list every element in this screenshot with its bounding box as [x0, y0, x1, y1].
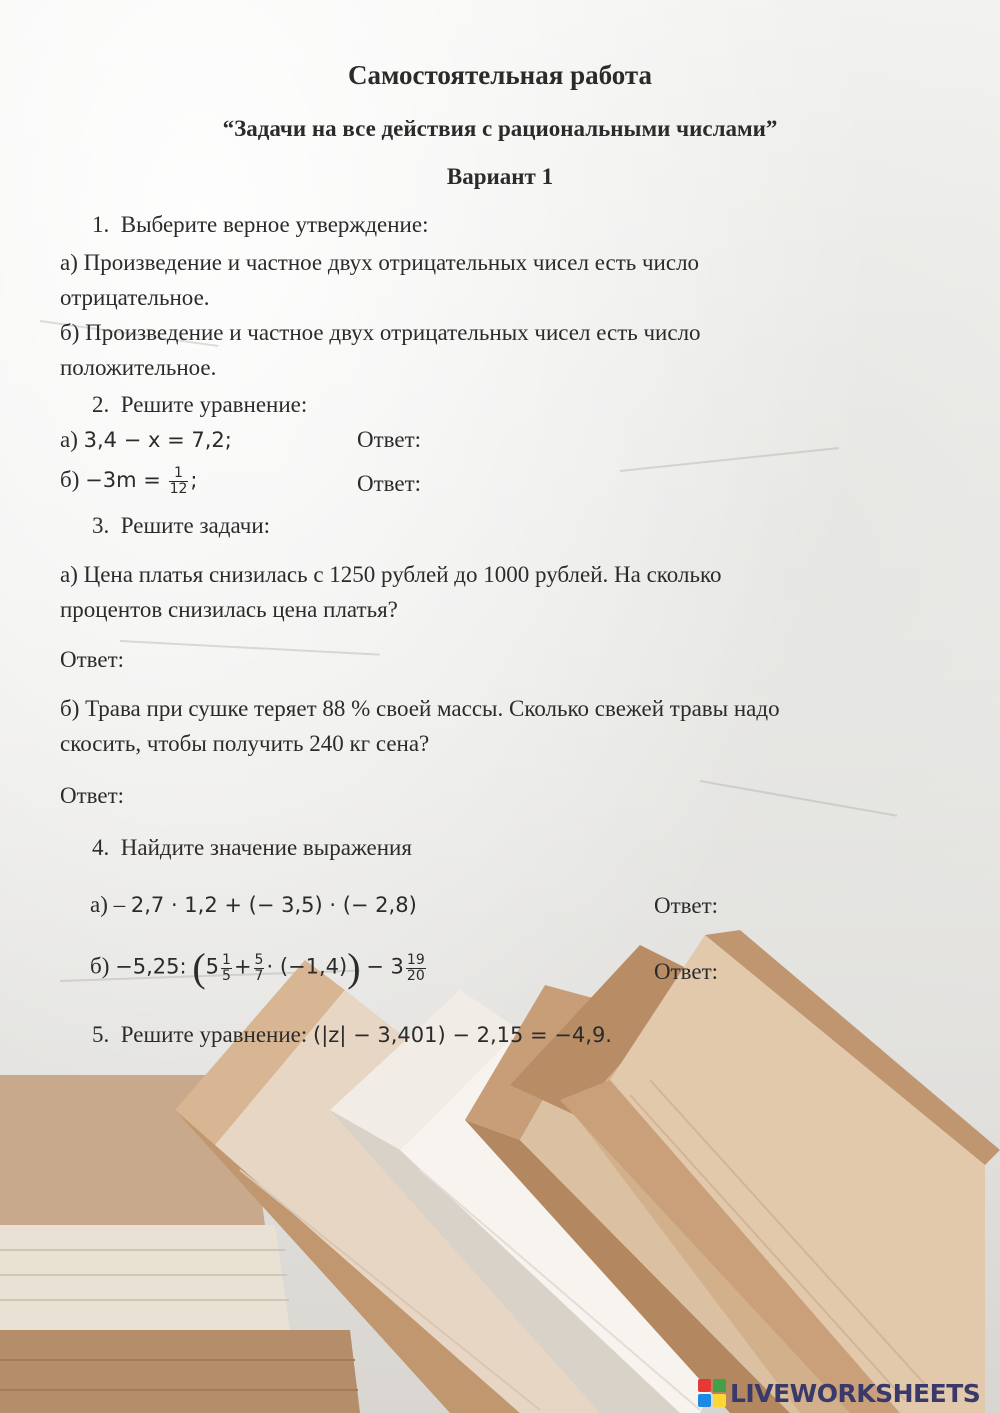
- item-prefix: а): [60, 427, 78, 452]
- open-paren: (: [192, 945, 206, 990]
- answer-label: Ответ:: [654, 959, 719, 984]
- equation-a: [60, 427, 232, 453]
- question-prompt: Найдите значение выражения: [120, 835, 412, 860]
- fraction-numerator: 19: [406, 951, 425, 968]
- logo-square-yellow: [713, 1394, 726, 1407]
- logo-icon: [698, 1379, 726, 1407]
- fraction: [254, 953, 265, 984]
- question-1: [92, 212, 428, 238]
- plus-sign: +: [233, 954, 252, 979]
- question-number: 4.: [92, 835, 110, 860]
- problem-b-line: б) Трава при сушке теряет 88 % своей массы. Сколько свежей травы надо: [60, 696, 780, 721]
- liveworksheets-logo: [698, 1378, 980, 1408]
- answer-label: Ответ:: [60, 783, 125, 808]
- fraction-numerator: 1: [169, 466, 189, 482]
- equation-text: 3,4 − x = 7,2;: [83, 428, 232, 452]
- fraction: [406, 953, 426, 984]
- equation-text: −3m =: [85, 467, 161, 492]
- expression-b: [90, 945, 428, 990]
- problem-a-line: процентов снизилась цена платья?: [60, 597, 398, 622]
- fraction-denominator: 5: [222, 967, 231, 984]
- question-number: 5.: [92, 1022, 110, 1047]
- answer-label: Ответ:: [654, 893, 719, 918]
- question-4: [92, 835, 412, 861]
- question-number: 3.: [92, 513, 110, 538]
- minus-term: − 3: [366, 954, 404, 979]
- logo-square-green: [713, 1379, 726, 1392]
- option-a-line: а) Произведение и частное двух отрицательных чисел есть число: [60, 250, 700, 275]
- option-a-line: отрицательное.: [60, 285, 210, 310]
- question-3: [92, 513, 270, 539]
- fraction-denominator: 12: [169, 481, 188, 497]
- logo-square-red: [698, 1379, 711, 1392]
- page-title: Самостоятельная работа: [347, 60, 652, 90]
- worksheet-subtitle: “Задачи на все действия с рациональными числами”: [222, 116, 778, 141]
- item-prefix: б): [90, 953, 110, 979]
- fraction-denominator: 7: [254, 967, 264, 984]
- question-number: 2.: [92, 392, 110, 417]
- expression-a: [90, 892, 417, 918]
- answer-label: Ответ:: [357, 427, 422, 452]
- fraction-numerator: 1: [222, 951, 231, 968]
- answer-label: Ответ:: [357, 471, 422, 496]
- question-prompt: Решите уравнение:: [120, 1022, 308, 1047]
- question-prompt: Решите уравнение:: [120, 392, 308, 417]
- logo-square-blue: [698, 1394, 711, 1407]
- logo-text: LIVEWORKSHEETS: [730, 1378, 981, 1408]
- equation-text: (|z| − 3,401) − 2,15 = −4,9.: [313, 1023, 612, 1047]
- equation-end: ;: [190, 467, 198, 492]
- question-prompt: Решите задачи:: [120, 513, 271, 538]
- question-5: [92, 1022, 612, 1048]
- item-prefix: а) –: [90, 892, 126, 917]
- question-prompt: Выберите верное утверждение:: [120, 212, 429, 237]
- whole-number: 5: [205, 954, 220, 979]
- option-b-line: положительное.: [60, 355, 217, 380]
- question-2: [92, 392, 307, 418]
- fraction-numerator: 5: [254, 951, 264, 968]
- expression-text: 2,7 · 1,2 + (− 3,5) · (− 2,8): [130, 893, 417, 917]
- multiply-term: · (−1,4): [266, 954, 348, 979]
- fraction-denominator: 20: [406, 967, 425, 984]
- question-number: 1.: [92, 212, 110, 237]
- close-paren: ): [347, 945, 361, 990]
- fraction: [169, 466, 189, 497]
- option-b-line: б) Произведение и частное двух отрицательных чисел есть число: [60, 320, 701, 345]
- variant-label: Вариант 1: [446, 164, 554, 189]
- fraction: [221, 953, 232, 984]
- equation-b: [60, 466, 197, 497]
- problem-a-line: а) Цена платья снизилась с 1250 рублей до 1000 рублей. На сколько: [60, 562, 722, 587]
- answer-label: Ответ:: [60, 647, 125, 672]
- item-prefix: б): [60, 466, 80, 492]
- problem-b-line: скосить, чтобы получить 240 кг сена?: [60, 731, 430, 756]
- expression-text: −5,25:: [115, 954, 187, 979]
